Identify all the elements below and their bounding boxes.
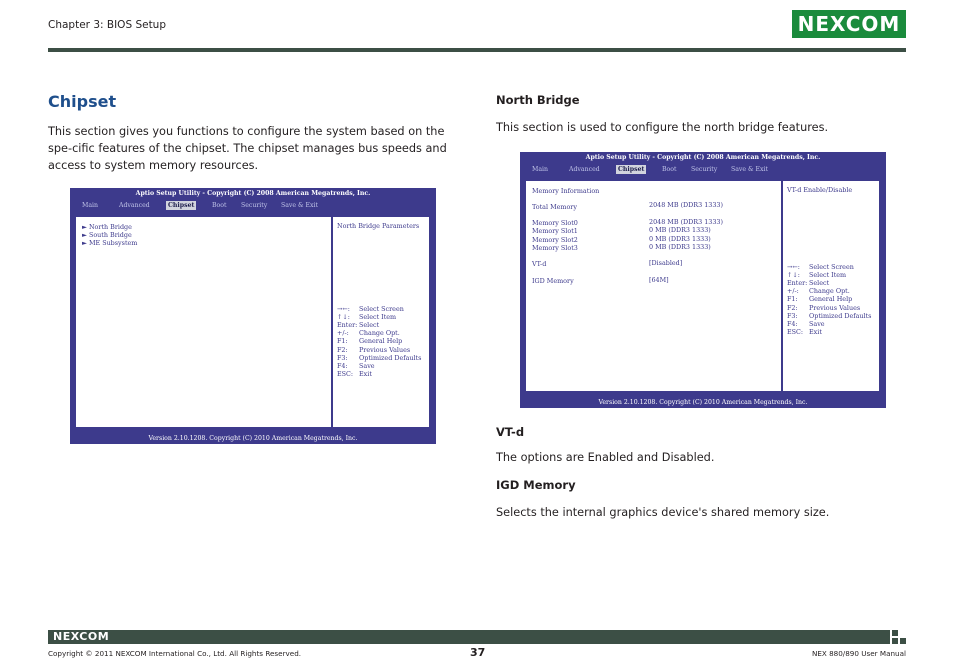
key-action: Select Screen [809, 263, 854, 271]
key-name: F1: [787, 295, 798, 304]
footer-logo: NEXCOM [53, 630, 110, 643]
key-action: Exit [359, 369, 372, 378]
row-slot2: Memory Slot2 [532, 236, 578, 244]
bios-right-panel [782, 180, 880, 392]
tab-security[interactable]: Security [691, 166, 718, 173]
help-text: VT-d Enable/Disable [787, 186, 853, 194]
row-slot1-value: 0 MB (DDR3 1333) [649, 226, 711, 234]
key-name: →←: [787, 263, 800, 271]
bios-title: Aptio Setup Utility - Copyright (C) 2008 American Megatrends, Inc. [520, 152, 886, 164]
tab-save-exit[interactable]: Save & Exit [281, 202, 318, 209]
bios-left-panel [525, 180, 782, 392]
north-bridge-text: This section is used to configure the north bridge features. [496, 121, 829, 134]
tab-main[interactable]: Main [82, 202, 98, 209]
key-action: General Help [809, 295, 853, 304]
bios-tabs [70, 200, 436, 211]
top-rule [48, 48, 906, 52]
key-legend-row [787, 304, 860, 312]
key-legend-row [787, 263, 854, 271]
row-total-memory: Total Memory [532, 203, 577, 211]
key-action: Change Opt. [809, 287, 850, 296]
corner-square [900, 638, 906, 644]
tab-security[interactable]: Security [241, 202, 268, 209]
key-name: ESC: [337, 369, 354, 378]
key-action: Previous Values [809, 303, 861, 312]
bios-tabs [520, 164, 886, 175]
key-legend-row [337, 370, 372, 378]
bios-right-panel [332, 216, 430, 428]
bios-left-panel [75, 216, 332, 428]
bios-footer: Version 2.10.1208. Copyright (C) 2010 American Megatrends, Inc. [520, 397, 886, 408]
key-name: F1: [337, 337, 348, 346]
key-action: General Help [359, 337, 403, 346]
tab-main[interactable]: Main [532, 166, 548, 173]
key-name: Enter: [337, 321, 358, 330]
tab-boot[interactable]: Boot [662, 166, 677, 173]
tab-save-exit[interactable]: Save & Exit [731, 166, 768, 173]
key-legend-row [337, 354, 421, 362]
row-total-memory-value: 2048 MB (DDR3 1333) [649, 201, 723, 209]
bios-body [70, 211, 436, 433]
key-name: F2: [337, 345, 348, 354]
row-slot3-value: 0 MB (DDR3 1333) [649, 243, 711, 251]
key-legend-row [337, 346, 410, 354]
key-legend-row [337, 329, 400, 337]
vtd-text: The options are Enabled and Disabled. [496, 451, 715, 464]
row-slot2-value: 0 MB (DDR3 1333) [649, 235, 711, 243]
chapter-title: Chapter 3: BIOS Setup [48, 19, 167, 31]
key-action: Exit [809, 327, 822, 336]
key-action: Select [359, 321, 380, 330]
key-action: Select Item [359, 313, 397, 322]
section-intro: This section gives you functions to configure the system based on the spe-cific features of the chipset. The chipset manages bus speeds and access to system memory resources. [48, 125, 447, 172]
key-legend-row [787, 279, 829, 287]
key-legend-row [337, 313, 396, 321]
row-slot1: Memory Slot1 [532, 227, 578, 235]
key-legend-row [787, 320, 825, 328]
key-legend-row [787, 287, 850, 295]
key-name: ESC: [787, 327, 804, 336]
page-number: 37 [470, 646, 486, 659]
vtd-heading: VT-d [496, 425, 525, 439]
bios-footer: Version 2.10.1208. Copyright (C) 2010 American Megatrends, Inc. [70, 433, 436, 444]
key-action: Select [809, 279, 830, 288]
corner-square [892, 630, 898, 636]
key-action: Change Opt. [359, 329, 400, 338]
igd-text: Selects the internal graphics device's shared memory size. [496, 506, 830, 519]
bios-screen-north-bridge [520, 152, 886, 408]
help-text: North Bridge Parameters [337, 222, 420, 230]
key-legend-row [337, 305, 404, 313]
row-slot0-value: 2048 MB (DDR3 1333) [649, 218, 723, 226]
key-name: →←: [337, 305, 350, 313]
key-legend-row [787, 271, 846, 279]
key-legend-row [337, 362, 375, 370]
key-name: F3: [337, 353, 348, 362]
igd-heading: IGD Memory [496, 478, 576, 492]
row-memory-info: Memory Information [532, 187, 600, 195]
key-action: Save [809, 319, 825, 328]
logo-text: NEXCOM [794, 12, 904, 36]
menu-item-me-subsystem[interactable]: ► ME Subsystem [82, 239, 138, 247]
bottom-rule [48, 630, 890, 644]
corner-square [892, 638, 898, 644]
row-slot0: Memory Slot0 [532, 219, 578, 227]
key-action: Select Screen [359, 305, 404, 313]
menu-item-label: North Bridge [88, 223, 132, 231]
menu-item-north-bridge[interactable]: ► North Bridge [82, 223, 132, 231]
key-action: Select Item [809, 271, 847, 280]
bios-screen-chipset [70, 188, 436, 444]
key-legend-row [337, 337, 402, 345]
copyright: Copyright © 2011 NEXCOM International Co., Ltd. All Rights Reserved. [48, 649, 302, 658]
row-vtd-value[interactable]: [Disabled] [649, 259, 683, 267]
tab-chipset[interactable]: Chipset [618, 166, 645, 173]
bios-title: Aptio Setup Utility - Copyright (C) 2008 American Megatrends, Inc. [70, 188, 436, 200]
key-legend-row [787, 295, 852, 303]
key-name: ↑↓: [337, 313, 350, 322]
key-action: Optimized Defaults [359, 353, 422, 362]
row-igd-memory-value[interactable]: [64M] [649, 276, 669, 284]
key-name: ↑↓: [787, 271, 800, 280]
tab-advanced[interactable]: Advanced [569, 166, 600, 173]
key-name: F2: [787, 303, 798, 312]
key-legend-row [787, 328, 822, 336]
key-action: Optimized Defaults [809, 311, 872, 320]
key-name: +/-: [337, 329, 349, 338]
row-slot3: Memory Slot3 [532, 244, 578, 252]
key-name: +/-: [787, 287, 799, 296]
menu-item-south-bridge[interactable]: ► South Bridge [82, 231, 132, 239]
menu-item-label: ME Subsystem [88, 239, 138, 247]
key-action: Previous Values [359, 345, 411, 354]
key-action: Save [359, 361, 375, 370]
key-name: F4: [787, 319, 798, 328]
nexcom-logo [792, 10, 906, 38]
row-igd-memory[interactable]: IGD Memory [532, 277, 574, 285]
key-legend-row [787, 312, 871, 320]
row-vtd[interactable]: VT-d [532, 260, 547, 268]
tab-boot[interactable]: Boot [212, 202, 227, 209]
tab-chipset[interactable]: Chipset [168, 202, 195, 209]
key-name: Enter: [787, 279, 808, 288]
key-name: F3: [787, 311, 798, 320]
manual-name: NEX 880/890 User Manual [811, 649, 906, 658]
key-legend-row [337, 321, 379, 329]
key-name: F4: [337, 361, 348, 370]
north-bridge-heading: North Bridge [496, 93, 580, 107]
section-title: Chipset [48, 92, 117, 111]
bios-body [520, 175, 886, 397]
tab-advanced[interactable]: Advanced [119, 202, 150, 209]
menu-item-label: South Bridge [88, 231, 132, 239]
